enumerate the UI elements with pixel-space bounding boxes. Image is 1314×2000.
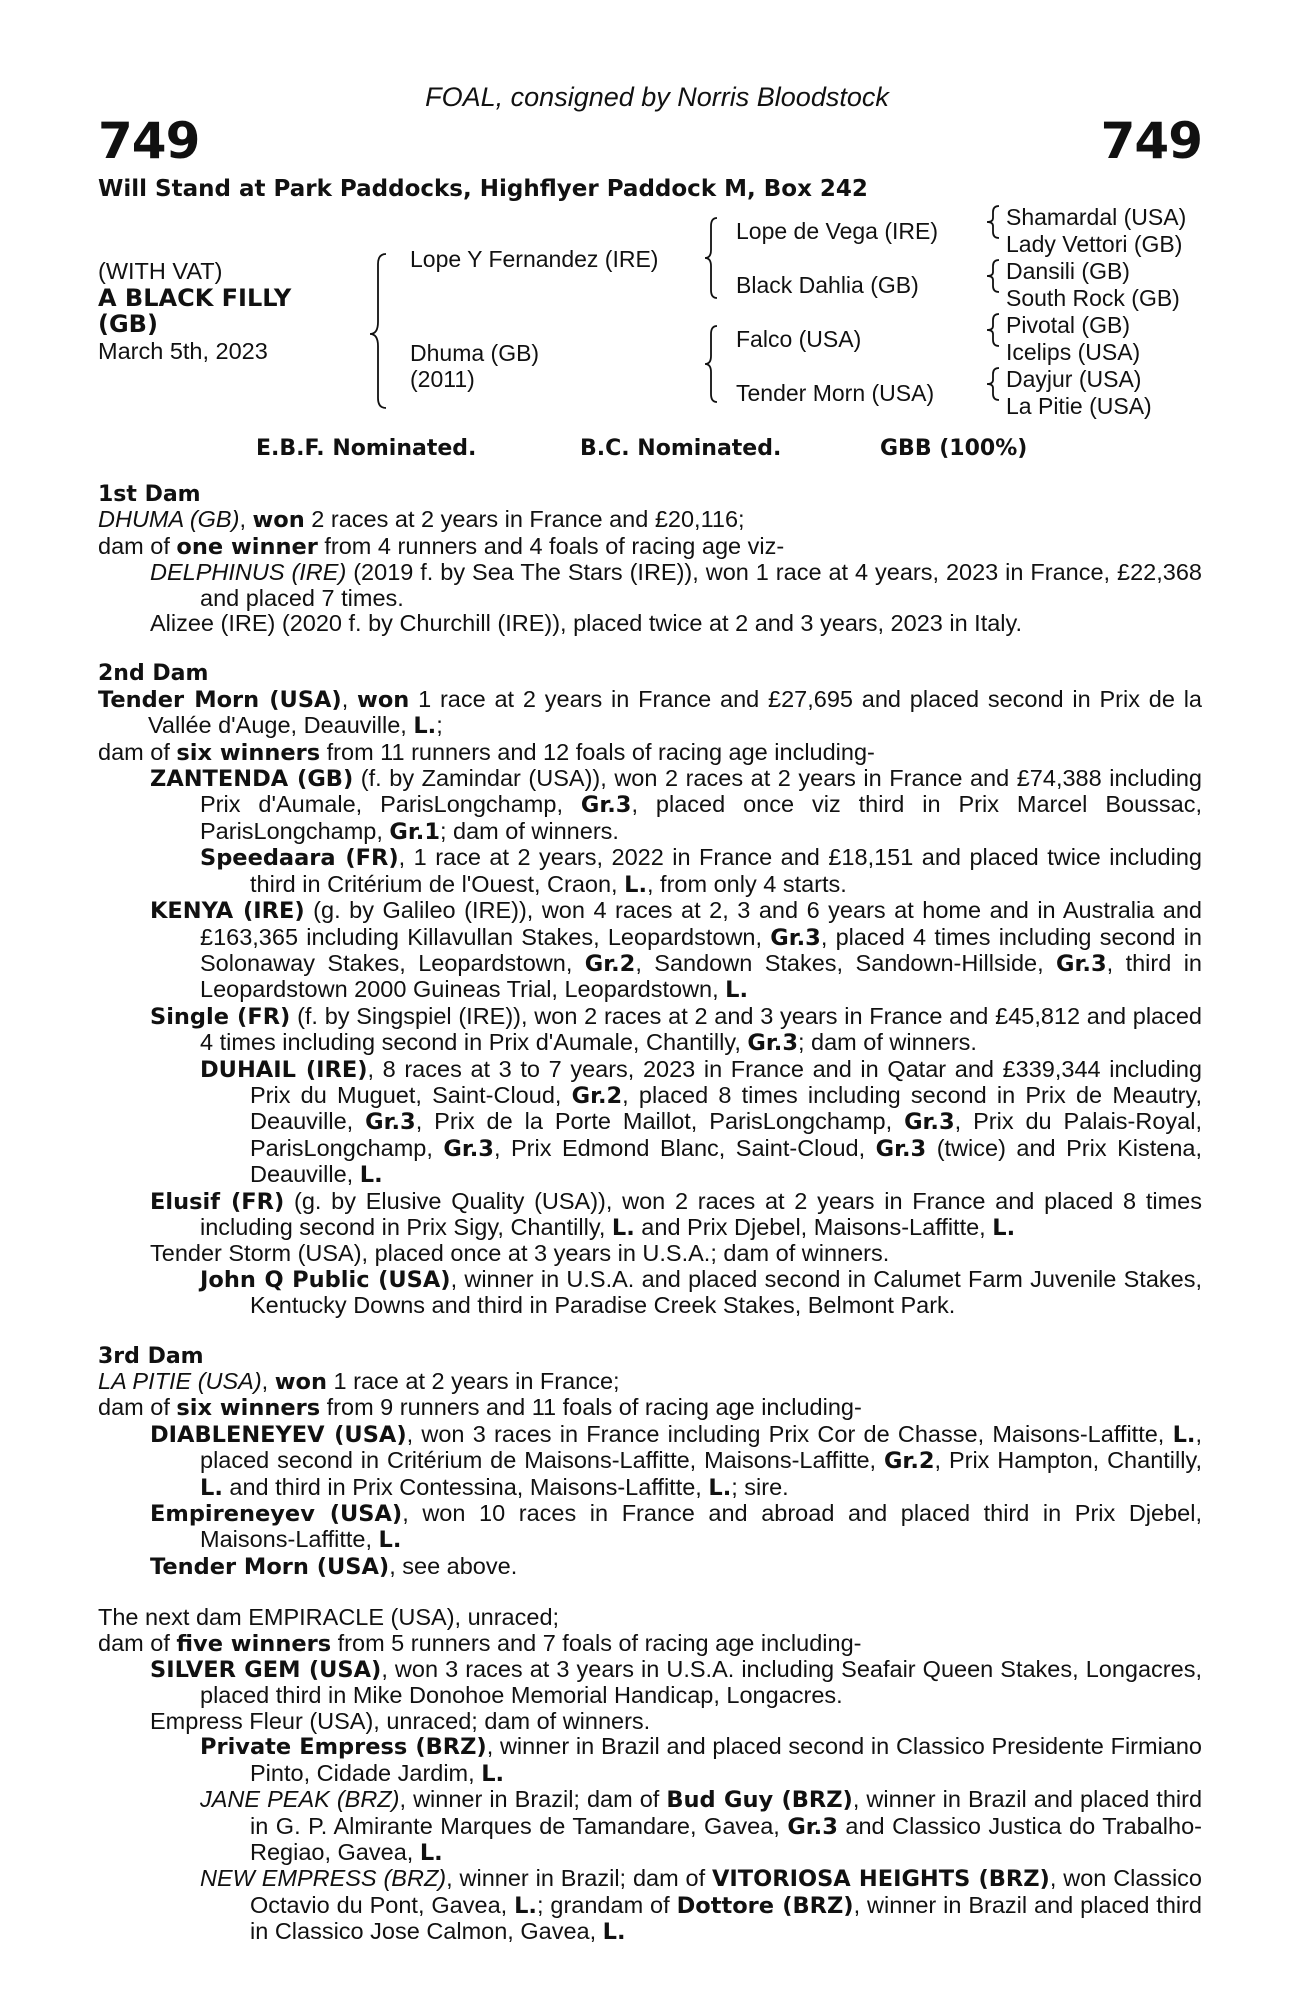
produce-empress-fleur: Empress Fleur (USA), unraced; dam of winners. [150, 1707, 651, 1734]
brace-sd [987, 260, 999, 292]
produce-diableneyev: DIABLENEYEV (USA), won 3 races in France including Prix Cor de Chasse, Maisons-Laffitte, L., placed second in Critérium de Maisons-Laffitte, Maisons-Laffitte, Gr.2, Prix Hampton, Chantilly, L. and third in Prix Contessina, Maisons-Laffitte, L.; sire. [150, 1420, 1202, 1501]
lot-number-right: 749 [1100, 112, 1202, 170]
first-dam-heading: 1st Dam [98, 482, 201, 507]
sire-dam: Black Dahlia (GB) [736, 272, 919, 298]
dam-sire: Falco (USA) [736, 326, 862, 352]
sire-sire: Lope de Vega (IRE) [736, 218, 939, 244]
vat-note: (WITH VAT) [98, 258, 223, 284]
sds: Dansili (GB) [1006, 258, 1130, 284]
second-dam-line: Tender Morn (USA), won 1 race at 2 years in France and £27,695 and placed second in Prix de la Vallée d'Auge, Deauville, L.; [98, 685, 1202, 740]
second-dam-produce-summary: dam of six winners from 11 runners and 12 foals of racing age including- [98, 738, 875, 766]
produce-empireneyev: Empireneyev (USA), won 10 races in France and abroad and placed third in Prix Djebel, Maisons-Laffitte, L. [150, 1500, 1202, 1554]
horse-name-suffix: (GB) [98, 310, 158, 338]
first-dam-line: DHUMA (GB), won 2 races at 2 years in France and £20,116; [98, 506, 745, 534]
dds: Dayjur (USA) [1006, 366, 1142, 392]
produce-speedaara: Speedaara (FR), 1 race at 2 years, 2022 in France and £18,151 and placed twice including third in Critérium de l'Ouest, Craon, L., from only 4 starts. [200, 844, 1202, 898]
brace-main [370, 254, 386, 408]
sire: Lope Y Fernandez (IRE) [410, 246, 659, 272]
produce-single: Single (FR) (f. by Singspiel (IRE)), won 2 races at 2 and 3 years in France and £45,812 and placed 4 times including second in Prix d'Aumale, Chantilly, Gr.3; dam of winners. [150, 1002, 1203, 1057]
third-dam-heading: 3rd Dam [98, 1343, 204, 1369]
gbb-status: GBB (100%) [880, 436, 1028, 461]
lot-number-left: 749 [98, 112, 200, 170]
ssd: Lady Vettori (GB) [1006, 231, 1183, 257]
ddd: La Pitie (USA) [1006, 393, 1152, 419]
produce-silver-gem: SILVER GEM (USA), won 3 races at 3 years in U.S.A. including Seafair Queen Stakes, Longacres, placed third in Mike Donohoe Memorial Handicap, Longacres. [150, 1656, 1202, 1709]
dsd: Icelips (USA) [1006, 339, 1141, 365]
consignment-line: FOAL, consigned by Norris Bloodstock [425, 82, 889, 112]
produce-zantenda: ZANTENDA (GB) (f. by Zamindar (USA)), won 2 races at 2 years in France and £74,388 including Prix d'Aumale, ParisLongchamp, Gr.3, placed once viz third in Prix Marcel Boussac, ParisLongchamp, Gr.1; dam of winners. [150, 765, 1203, 845]
date-of-birth: March 5th, 2023 [98, 338, 268, 364]
stand-location: Will Stand at Park Paddocks, Highflyer Paddock M, Box 242 [98, 176, 868, 202]
produce-delphinus: DELPHINUS (IRE) (2019 f. by Sea The Stars (IRE)), won 1 race at 4 years, 2023 in France, £22,368 and placed 7 times. [150, 559, 1202, 611]
sss: Shamardal (USA) [1006, 204, 1187, 230]
ebf-nominated: E.B.F. Nominated. [256, 436, 477, 461]
dam-dam: Tender Morn (USA) [736, 380, 935, 406]
third-dam-line: LA PITIE (USA), won 1 race at 2 years in France; [98, 1368, 620, 1395]
second-dam-heading: 2nd Dam [98, 661, 209, 687]
produce-john-q-public: John Q Public (USA), winner in U.S.A. and placed second in Calumet Farm Juvenile Stakes, Kentucky Downs and third in Paradise Creek Stakes, Belmont Park. [200, 1265, 1202, 1319]
third-dam-produce-summary: dam of six winners from 9 runners and 11 foals of racing age including- [98, 1394, 862, 1422]
produce-tender-storm: Tender Storm (USA), placed once at 3 years in U.S.A.; dam of winners. [150, 1240, 890, 1267]
horse-name: A BLACK FILLY [98, 284, 292, 312]
dss: Pivotal (GB) [1006, 312, 1130, 338]
dam: Dhuma (GB) [410, 340, 540, 366]
first-dam-produce-summary: dam of one winner from 4 runners and 4 foals of racing age viz- [98, 532, 785, 560]
catalogue-body [98, 482, 1202, 1946]
brace-sire [705, 218, 717, 298]
produce-private-empress: Private Empress (BRZ), winner in Brazil and placed second in Classico Presidente Firmiano Pinto, Cidade Jardim, L. [200, 1733, 1203, 1787]
bc-nominated: B.C. Nominated. [580, 436, 782, 461]
dam-year: (2011) [410, 366, 475, 392]
produce-duhail: DUHAIL (IRE), 8 races at 3 to 7 years, 2023 in France and in Qatar and £339,344 including Prix du Muguet, Saint-Cloud, Gr.2, placed 8 times including second in Prix de Meautry, Deauville, Gr.3, Prix de la Porte Maillot, ParisLongchamp, Gr.3, Prix du Palais-Royal, ParisLongchamp, Gr.3, Prix Edmond Blanc, Saint-Cloud, Gr.3 (twice) and Prix Kistena, Deauville, L. [200, 1055, 1202, 1189]
produce-new-empress: NEW EMPRESS (BRZ), winner in Brazil; dam of VITORIOSA HEIGHTS (BRZ), won Classico Octavio du Pont, Gavea, L.; grandam of Dottore (BRZ), winner in Brazil and placed third in Classico Jose Calmon, Gavea, L. [200, 1865, 1203, 1946]
brace-dd [987, 368, 999, 400]
produce-jane-peak: JANE PEAK (BRZ), winner in Brazil; dam of Bud Guy (BRZ), winner in Brazil and placed third in G. P. Almirante Marques de Tamandare, Gavea, Gr.3 and Classico Justica do Trabalho-Regiao, Gavea, L. [200, 1786, 1203, 1866]
produce-tender-morn: Tender Morn (USA), see above. [150, 1552, 518, 1580]
produce-elusif: Elusif (FR) (g. by Elusive Quality (USA)), won 2 races at 2 years in France and placed 8 times including second in Prix Sigy, Chantilly, L. and Prix Djebel, Maisons-Laffitte, L. [150, 1187, 1202, 1241]
next-dam-line: The next dam EMPIRACLE (USA), unraced; [98, 1604, 560, 1631]
next-dam-produce-summary: dam of five winners from 5 runners and 7 foals of racing age including- [98, 1629, 862, 1657]
brace-ds [987, 314, 999, 346]
produce-kenya: KENYA (IRE) (g. by Galileo (IRE)), won 4 races at 2, 3 and 6 years at home and in Australia and £163,365 including Killavullan Stakes, Leopardstown, Gr.3, placed 4 times including second in Solonaway Stakes, Leopardstown, Gr.2, Sandown Stakes, Sandown-Hillside, Gr.3, third in Leopardstown 2000 Guineas Trial, Leopardstown, L. [150, 897, 1202, 1004]
brace-ss [987, 206, 999, 238]
brace-dam [705, 326, 717, 402]
produce-alizee: Alizee (IRE) (2020 f. by Churchill (IRE)), placed twice at 2 and 3 years, 2023 in Italy. [150, 610, 1023, 637]
sdd: South Rock (GB) [1006, 285, 1180, 311]
